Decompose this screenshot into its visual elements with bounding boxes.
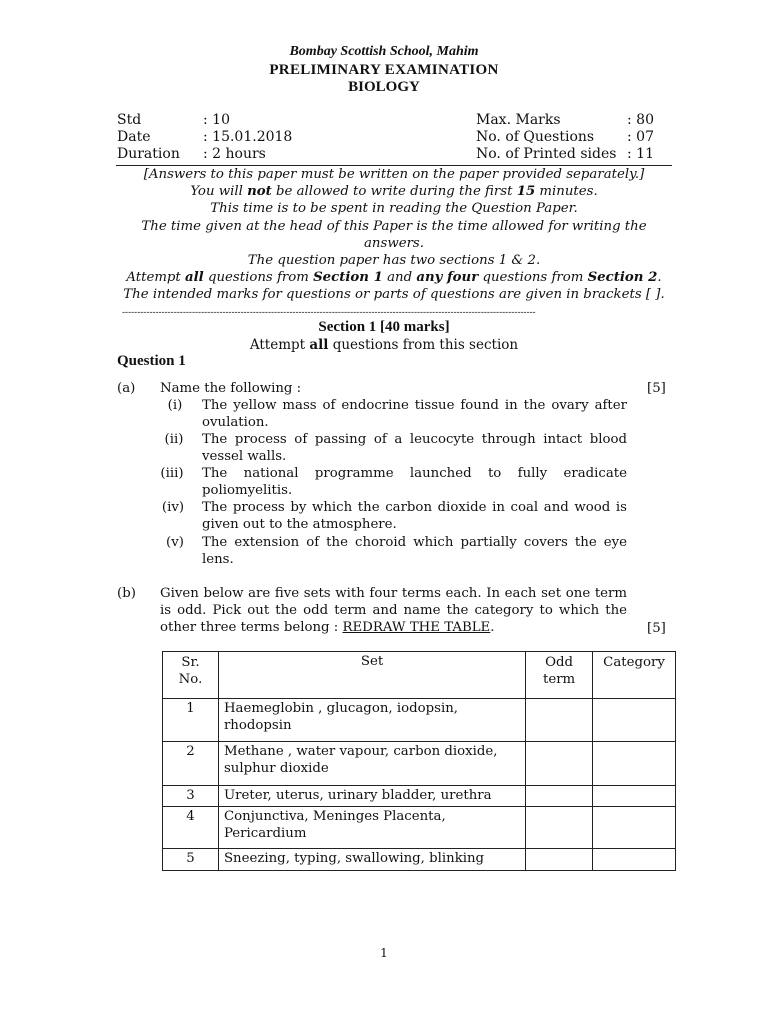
part-b-text: Given below are five sets with four terms each. In each set one term is odd. Pick out the odd term and name the category to which the other three terms belong : REDRAW THE TABLE.	[160, 586, 627, 635]
questions-value: : 07	[627, 129, 654, 145]
odd-term-table	[162, 651, 676, 871]
sides-value: : 11	[627, 146, 654, 162]
item-number: (iii)	[160, 466, 184, 481]
sr-no-cell: 5	[163, 849, 219, 871]
odd-term-cell	[526, 786, 593, 807]
questions-label: No. of Questions	[476, 129, 595, 145]
page-number: 1	[380, 946, 388, 960]
odd-term-cell	[526, 807, 593, 849]
item-number: (i)	[167, 398, 183, 413]
instruction-line: The intended marks for questions or parts of questions are given in brackets [ ].	[123, 287, 665, 303]
table-row	[163, 786, 676, 807]
part-a-text: Name the following :	[160, 381, 302, 396]
set-cell: Sneezing, typing, swallowing, blinking	[218, 849, 525, 871]
duration-label: Duration	[117, 146, 180, 162]
category-cell	[593, 849, 676, 871]
max-marks-value: : 80	[627, 112, 654, 128]
item-text: The process by which the carbon dioxide in coal and wood is given out to the atmosphere.	[202, 500, 627, 532]
item-text: The national programme launched to fully eradicate poliomyelitis.	[202, 466, 627, 498]
sr-no-cell: 3	[163, 786, 219, 807]
instruction-line: The question paper has two sections 1 & 2.	[247, 253, 541, 269]
set-cell: Haemeglobin , glucagon, iodopsin, rhodopsin	[218, 699, 525, 742]
table-row	[163, 742, 676, 786]
category-cell	[593, 742, 676, 786]
std-value: : 10	[203, 112, 230, 128]
table-header-row	[163, 652, 676, 699]
odd-term-cell	[526, 849, 593, 871]
question-heading: Question 1	[117, 353, 186, 369]
sr-no-cell: 4	[163, 807, 219, 849]
set-cell: Ureter, uterus, urinary bladder, urethra	[218, 786, 525, 807]
subject-title: BIOLOGY	[348, 79, 420, 95]
item-number: (ii)	[164, 432, 184, 447]
item-text: The extension of the choroid which partially covers the eye lens.	[202, 535, 627, 567]
odd-term-cell	[526, 699, 593, 742]
item-text: The yellow mass of endocrine tissue found in the ovary after ovulation.	[202, 398, 627, 430]
category-cell	[593, 699, 676, 742]
instruction-line: This time is to be spent in reading the Question Paper.	[210, 201, 578, 217]
table-row	[163, 699, 676, 742]
date-label: Date	[117, 129, 151, 145]
category-cell	[593, 786, 676, 807]
table-row	[163, 807, 676, 849]
school-name: Bombay Scottish School, Mahim	[289, 44, 479, 59]
part-a-marks: [5]	[647, 381, 666, 396]
instruction-line: [Answers to this paper must be written on the paper provided separately.]	[143, 167, 645, 182]
odd-term-cell	[526, 742, 593, 786]
section-title: Section 1 [40 marks]	[318, 319, 450, 335]
header-cell: Set	[218, 652, 525, 699]
instruction-line: Attempt all questions from Section 1 and any four questions from Section 2.	[126, 270, 662, 286]
part-b-label: (b)	[117, 586, 136, 601]
header-cell: Odd term	[526, 652, 593, 699]
set-cell: Methane , water vapour, carbon dioxide, sulphur dioxide	[218, 742, 525, 786]
instruction-line: You will not be allowed to write during the first 15 minutes.	[190, 184, 598, 200]
item-number: (v)	[166, 535, 184, 550]
header-cell: Sr. No.	[163, 652, 219, 699]
dashed-separator: ----------------------------------------------------------------------------------------------------------------------------------------	[122, 308, 536, 318]
header-cell: Category	[593, 652, 676, 699]
item-text: The process of passing of a leucocyte through intact blood vessel walls.	[202, 432, 627, 464]
instruction-line: The time given at the head of this Paper is the time allowed for writing the answers.	[141, 218, 647, 251]
sides-label: No. of Printed sides	[476, 146, 617, 162]
date-value: : 15.01.2018	[203, 129, 293, 145]
std-label: Std	[117, 112, 142, 128]
exam-title: PRELIMINARY EXAMINATION	[269, 62, 499, 78]
table-row	[163, 849, 676, 871]
duration-value: : 2 hours	[203, 146, 266, 162]
max-marks-label: Max. Marks	[476, 112, 561, 128]
sr-no-cell: 1	[163, 699, 219, 742]
sr-no-cell: 2	[163, 742, 219, 786]
instructions	[120, 166, 668, 304]
part-a-label: (a)	[117, 381, 136, 396]
part-b-marks: [5]	[647, 621, 666, 636]
category-cell	[593, 807, 676, 849]
section-instruction: Attempt all questions from this section	[249, 337, 519, 353]
set-cell: Conjunctiva, Meninges Placenta, Pericardium	[218, 807, 525, 849]
item-number: (iv)	[161, 500, 185, 515]
